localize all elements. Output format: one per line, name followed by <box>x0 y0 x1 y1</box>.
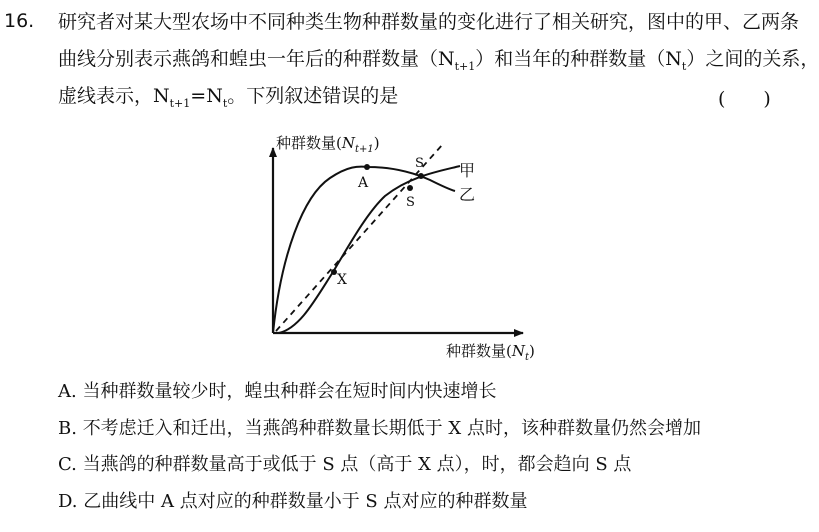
subscript-t1: t+1 <box>169 96 191 110</box>
option-c-text: 当燕鸽的种群数量高于或低于 S 点（高于 X 点），时，都会趋向 S 点 <box>82 454 632 475</box>
point-a-marker <box>364 164 370 170</box>
option-d <box>58 490 527 514</box>
y-axis-label <box>276 134 380 155</box>
point-s1-marker <box>418 173 424 179</box>
option-d-text: 乙曲线中 A 点对应的种群数量小于 S 点对应的种群数量 <box>83 491 528 512</box>
x-axis-label-sub: t <box>524 352 530 363</box>
point-s2-marker <box>407 185 413 191</box>
x-axis-label-close: ) <box>529 342 535 360</box>
point-a-label: A <box>358 175 369 191</box>
y-axis-label-sub: t+1 <box>354 144 374 155</box>
option-c-letter: C. <box>58 454 77 475</box>
x-axis-label-var: N <box>511 342 525 360</box>
point-s1-label: S <box>415 156 424 171</box>
y-axis-label-close: ) <box>373 134 380 152</box>
subscript-t: t <box>222 96 228 110</box>
question-number: 16. <box>4 10 35 32</box>
answer-parentheses: ( ) <box>718 88 771 110</box>
option-b-letter: B. <box>58 418 77 439</box>
option-d-letter: D. <box>58 491 78 512</box>
question-line-2-part-c: ）之间的关系， <box>686 48 819 70</box>
option-a-letter: A. <box>58 381 77 402</box>
curve-jia <box>273 167 455 333</box>
curve-yi-label: 乙 <box>459 185 476 204</box>
y-axis-label-text: 种群数量( <box>276 134 342 152</box>
option-a <box>58 380 496 404</box>
question-line-3-part-a: 虚线表示，N <box>58 85 170 107</box>
option-c <box>58 453 631 477</box>
identity-dashed-line <box>276 144 443 331</box>
question-line-3-part-c: 。下列叙述错误的是 <box>227 85 399 107</box>
option-b-text: 不考虑迁入和迁出，当燕鸽种群数量长期低于 X 点时，该种群数量仍然会增加 <box>82 418 701 439</box>
subscript-t: t <box>681 59 687 73</box>
subscript-t1: t+1 <box>454 59 476 73</box>
question-line-2-part-a: 曲线分别表示燕鸽和蝗虫一年后的种群数量（N <box>58 48 455 70</box>
y-axis-label-var: N <box>341 134 355 152</box>
question-line-1: 研究者对某大型农场中不同种类生物种群数量的变化进行了相关研究，图中的甲、乙两条 <box>58 11 800 33</box>
question-line-3-part-b: =N <box>190 85 223 107</box>
curve-yi <box>279 166 460 333</box>
x-axis-label <box>446 342 535 363</box>
x-axis-label-text: 种群数量( <box>446 342 512 360</box>
curve-jia-label: 甲 <box>459 161 476 180</box>
question-line-2-part-b: ）和当年的种群数量（N <box>475 48 682 70</box>
point-s2-label: S <box>406 195 415 210</box>
option-b <box>58 417 701 441</box>
option-a-text: 当种群数量较少时，蝗虫种群会在短时间内快速增长 <box>82 381 497 402</box>
point-x-label: X <box>337 272 347 288</box>
